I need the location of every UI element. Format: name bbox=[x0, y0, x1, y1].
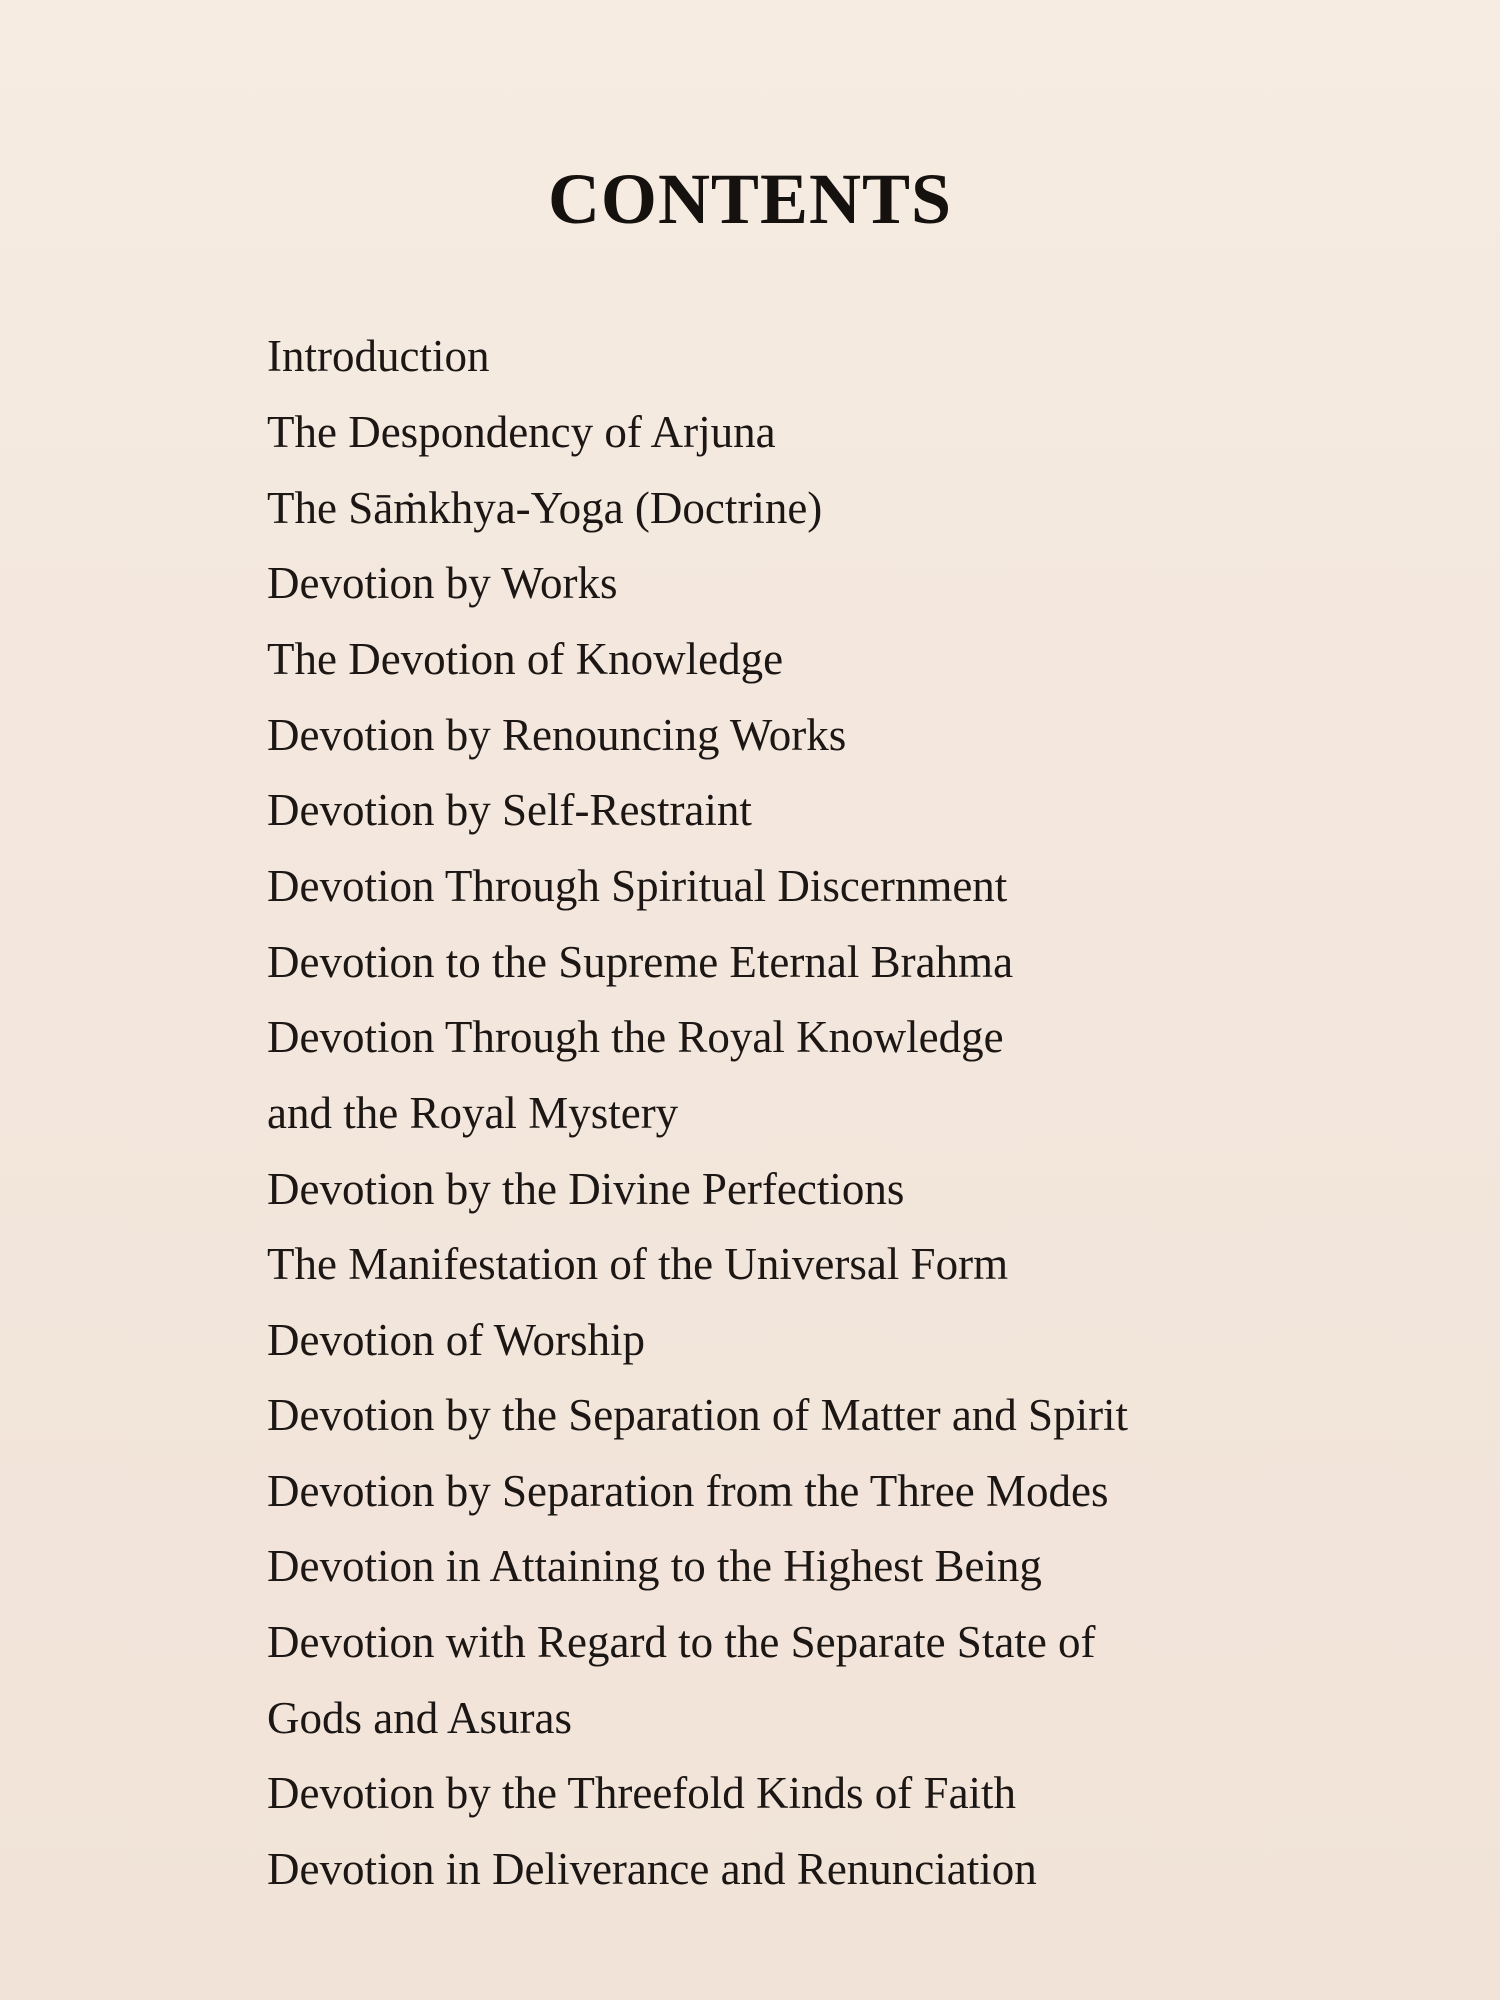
chapter-title: Devotion Through Spiritual Discernment bbox=[267, 861, 1008, 911]
chapter-title: Devotion by the Divine Perfections bbox=[267, 1164, 905, 1214]
chapter-title: Devotion by Self-Restraint bbox=[267, 785, 752, 835]
chapter-title: Devotion in Deliverance and Renunciation bbox=[267, 1844, 1037, 1894]
chapter-title: Devotion by Renouncing Works bbox=[267, 710, 847, 760]
chapter-title: Devotion of Worship bbox=[267, 1315, 646, 1365]
chapter-title: The Devotion of Knowledge bbox=[267, 634, 784, 684]
chapter-title: Devotion Through the Royal Knowledge bbox=[267, 1012, 1004, 1062]
chapter-title: The Despondency of Arjuna bbox=[267, 407, 776, 457]
page-title: CONTENTS bbox=[547, 159, 953, 239]
chapter-title: Devotion to the Supreme Eternal Brahma bbox=[267, 937, 1014, 987]
chapter-title: Devotion by the Separation of Matter and Spirit bbox=[267, 1390, 1129, 1440]
chapter-title: Devotion in Attaining to the Highest Being bbox=[267, 1541, 1042, 1591]
chapter-title: The Manifestation of the Universal Form bbox=[267, 1239, 1009, 1289]
chapter-title: Devotion by the Threefold Kinds of Faith bbox=[267, 1768, 1017, 1818]
chapter-title: Gods and Asuras bbox=[267, 1693, 572, 1743]
chapter-title: Introduction bbox=[267, 331, 490, 381]
chapter-title: Devotion by Separation from the Three Modes bbox=[267, 1466, 1109, 1516]
chapter-title: Devotion by Works bbox=[267, 558, 618, 608]
chapter-title: The Sāṁkhya-Yoga (Doctrine) bbox=[267, 483, 823, 533]
chapter-title: Devotion with Regard to the Separate State of bbox=[267, 1617, 1096, 1667]
chapter-title: and the Royal Mystery bbox=[267, 1088, 679, 1138]
